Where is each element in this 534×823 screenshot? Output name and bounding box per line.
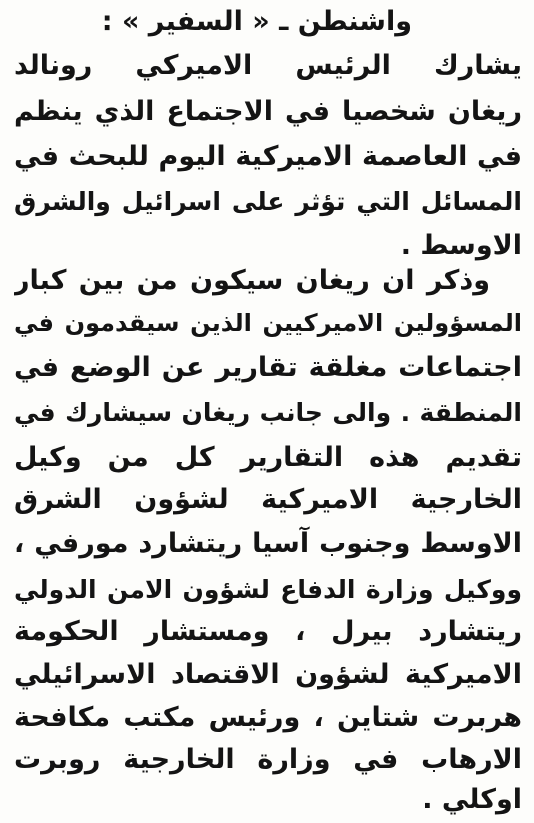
article-line: الاوسط وجنوب آسيا ريتشارد مورفي ،: [14, 528, 522, 559]
article-line: في العاصمة الاميركية اليوم للبحث في: [14, 141, 522, 172]
article-line: اجتماعات مغلقة تقارير عن الوضع في: [14, 352, 522, 383]
article-line: ريغان شخصيا في الاجتماع الذي ينظم: [14, 96, 522, 127]
dateline: واشنطن ـ « السفير » :: [101, 6, 412, 37]
article-line: الاوسط .: [400, 230, 522, 261]
article-body: [14, 0, 522, 823]
article-line: تقديم هذه التقارير كل من وكيل: [14, 442, 522, 473]
article-line: ووكيل وزارة الدفاع لشؤون الامن الدولي: [14, 575, 522, 604]
article-line: المسائل التي تؤثر على اسرائيل والشرق: [14, 187, 522, 216]
article-line: ريتشارد بيرل ، ومستشار الحكومة: [14, 616, 522, 647]
article-line: الاميركية لشؤون الاقتصاد الاسرائيلي: [14, 659, 522, 690]
article-line: المسؤولين الاميركيين الذين سيقدمون في: [14, 309, 522, 337]
paragraph-start-line: وذكر ان ريغان سيكون من بين كبار: [14, 265, 490, 296]
article-line: اوكلي .: [422, 784, 522, 815]
article-line: المنطقة . والى جانب ريغان سيشارك في: [14, 398, 522, 427]
article-line: الخارجية الاميركية لشؤون الشرق: [14, 484, 522, 515]
article-line: يشارك الرئيس الاميركي رونالد: [14, 50, 522, 81]
article-line: الارهاب في وزارة الخارجية روبرت: [14, 744, 522, 775]
article-line: هربرت شتاين ، ورئيس مكتب مكافحة: [14, 702, 522, 733]
